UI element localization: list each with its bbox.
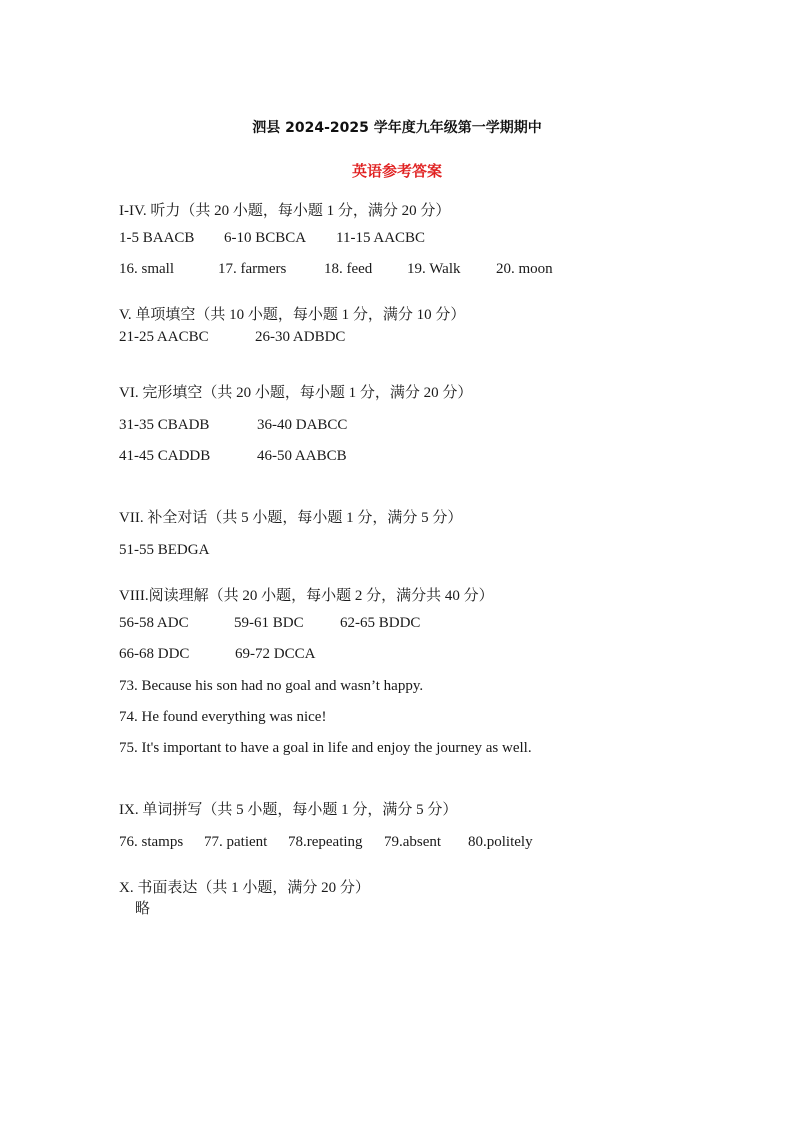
answer-group: 66-68 DDC: [119, 646, 190, 662]
answer-group: 69-72 DCCA: [235, 646, 316, 662]
answer-group: 59-61 BDC: [234, 615, 304, 631]
answer-text: 略: [135, 901, 151, 917]
section-heading-dialogue: VII. 补全对话（共 5 小题，每小题 1 分，满分 5 分）: [119, 510, 463, 526]
answer-group: 31-35 CBADB: [119, 417, 210, 433]
answer-group: 21-25 AACBC: [119, 329, 209, 345]
answer-group: 19. Walk: [407, 261, 461, 277]
answer-text: 75. It's important to have a goal in life and enjoy the journey as well.: [119, 740, 532, 756]
answer-group: 1-5 BAACB: [119, 230, 195, 246]
answer-group: 36-40 DABCC: [257, 417, 348, 433]
answer-group: 11-15 AACBC: [336, 230, 426, 246]
answer-group: 41-45 CADDB: [119, 448, 211, 464]
answer-text: 73. Because his son had no goal and wasn’t happy.: [119, 678, 424, 694]
answer-group: 80.politely: [468, 834, 533, 850]
page-subtitle: 英语参考答案: [351, 162, 442, 180]
answer-group: 46-50 AABCB: [257, 448, 347, 464]
answer-group: 6-10 BCBCA: [224, 230, 307, 246]
answer-group: 76. stamps: [119, 834, 184, 850]
answer-group: 56-58 ADC: [119, 615, 189, 631]
answer-group: 79.absent: [384, 834, 442, 850]
answer-group: 78.repeating: [288, 834, 363, 850]
section-heading-single-choice: V. 单项填空（共 10 小题，每小题 1 分，满分 10 分）: [119, 307, 466, 323]
answer-group: 26-30 ADBDC: [255, 329, 346, 345]
answer-group: 17. farmers: [218, 261, 287, 277]
answer-group: 51-55 BEDGA: [119, 542, 210, 558]
answer-group: 77. patient: [204, 834, 268, 850]
section-heading-reading: VIII.阅读理解（共 20 小题，每小题 2 分，满分共 40 分）: [119, 588, 494, 604]
section-heading-cloze: VI. 完形填空（共 20 小题，每小题 1 分，满分 20 分）: [119, 385, 473, 401]
section-heading-writing: X. 书面表达（共 1 小题，满分 20 分）: [119, 880, 370, 896]
answer-text: 74. He found everything was nice!: [119, 709, 327, 725]
answer-group: 16. small: [119, 261, 174, 277]
section-heading-listening: I-IV. 听力（共 20 小题，每小题 1 分，满分 20 分）: [119, 203, 451, 219]
page-title: 泗县 2024-2025 学年度九年级第一学期期中: [252, 120, 542, 136]
answer-group: 20. moon: [496, 261, 553, 277]
section-heading-spelling: IX. 单词拼写（共 5 小题，每小题 1 分，满分 5 分）: [119, 802, 458, 818]
answer-group: 18. feed: [324, 261, 373, 277]
answer-group: 62-65 BDDC: [340, 615, 421, 631]
